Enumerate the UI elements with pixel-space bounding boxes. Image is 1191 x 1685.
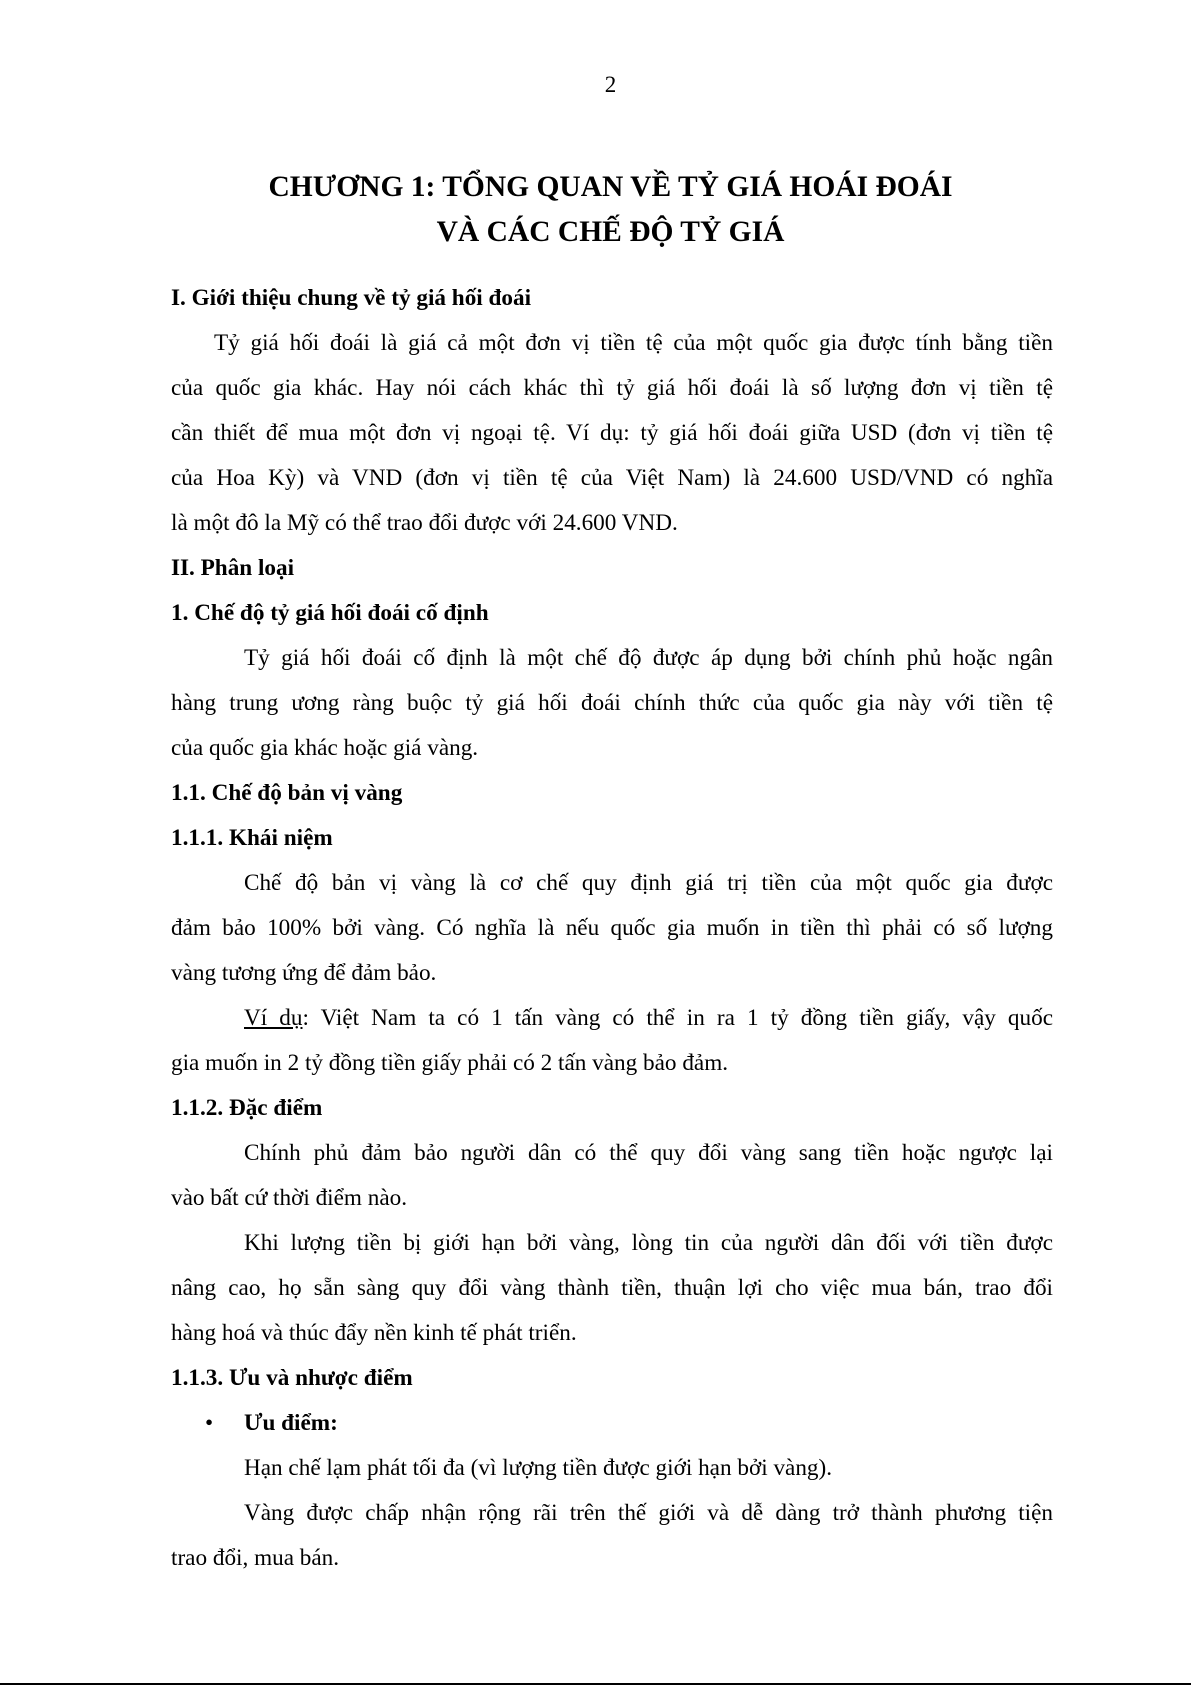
fixed-rate-paragraph-line: của quốc gia khác hoặc giá vàng. [171,735,479,761]
example-text: : Việt Nam ta có 1 tấn vàng có thể in ra 1 tỷ đồng tiền giấy, vậy quốc [302,1005,1054,1031]
subsection-heading-gold-standard: 1.1. Chế độ bản vị vàng [171,780,403,806]
characteristics-paragraph-line: hàng hoá và thúc đẩy nền kinh tế phát triển. [171,1320,577,1346]
advantages-label: Ưu điểm: [244,1410,338,1436]
intro-paragraph-line: Tỷ giá hối đoái là giá cả một đơn vị tiền tệ của một quốc gia được tính bằng tiền [214,330,1053,356]
example-label: Ví dụ [244,1005,303,1031]
advantage-item-line: trao đổi, mua bán. [171,1545,340,1571]
example-paragraph-line [171,996,1053,1041]
intro-paragraph-line: là một đô la Mỹ có thể trao đổi được với 24.600 VND. [171,510,678,536]
fixed-rate-paragraph-line: hàng trung ương ràng buộc tỷ giá hối đoái chính thức của quốc gia này với tiền tệ [171,690,1053,716]
document-body [171,276,1053,1581]
subsection-heading-fixed-rate: 1. Chế độ tỷ giá hối đoái cố định [171,600,489,626]
page-number: 2 [604,72,617,97]
chapter-title-line-2: VÀ CÁC CHẾ ĐỘ TỶ GIÁ [436,216,785,248]
concept-paragraph-line: Chế độ bản vị vàng là cơ chế quy định giá trị tiền của một quốc gia được [244,870,1053,896]
concept-paragraph-line: đảm bảo 100% bởi vàng. Có nghĩa là nếu quốc gia muốn in tiền thì phải có số lượng [171,915,1053,941]
section-heading-intro: I. Giới thiệu chung về tỷ giá hối đoái [171,285,532,311]
example-paragraph-line: gia muốn in 2 tỷ đồng tiền giấy phải có 2 tấn vàng bảo đảm. [171,1050,729,1076]
intro-paragraph-line: của quốc gia khác. Hay nói cách khác thì tỷ giá hối đoái là số lượng đơn vị tiền tệ [171,375,1053,401]
advantage-item-line: Hạn chế lạm phát tối đa (vì lượng tiền được giới hạn bởi vàng). [244,1455,833,1481]
concept-paragraph-line: vàng tương ứng để đảm bảo. [171,960,437,986]
characteristics-paragraph-line: vào bất cứ thời điểm nào. [171,1185,408,1211]
subsection-heading-pros-cons: 1.1.3. Ưu và nhược điểm [171,1365,413,1391]
advantages-bullet [171,1401,1053,1446]
characteristics-paragraph-line: Chính phủ đảm bảo người dân có thể quy đổi vàng sang tiền hoặc ngược lại [244,1140,1053,1166]
fixed-rate-paragraph-line: Tỷ giá hối đoái cố định là một chế độ được áp dụng bởi chính phủ hoặc ngân [244,645,1053,671]
advantage-item-line: Vàng được chấp nhận rộng rãi trên thế giới và dễ dàng trở thành phương tiện [244,1500,1053,1526]
characteristics-paragraph-line: nâng cao, họ sẵn sàng quy đổi vàng thành tiền, thuận lợi cho việc mua bán, trao đổi [171,1275,1053,1301]
intro-paragraph-line: cần thiết để mua một đơn vị ngoại tệ. Ví dụ: tỷ giá hối đoái giữa USD (đơn vị tiền tệ [171,420,1053,446]
intro-paragraph-line: của Hoa Kỳ) và VND (đơn vị tiền tệ của Việt Nam) là 24.600 USD/VND có nghĩa [171,465,1053,491]
section-heading-classification: II. Phân loại [171,555,295,581]
chapter-title [0,165,1191,255]
bullet-icon: • [205,1410,214,1436]
characteristics-paragraph-line: Khi lượng tiền bị giới hạn bởi vàng, lòng tin của người dân đối với tiền được [244,1230,1053,1256]
subsection-heading-characteristics: 1.1.2. Đặc điểm [171,1095,323,1121]
chapter-title-line-1: CHƯƠNG 1: TỔNG QUAN VỀ TỶ GIÁ HOÁI ĐOÁI [268,171,953,203]
subsection-heading-concept: 1.1.1. Khái niệm [171,825,333,851]
